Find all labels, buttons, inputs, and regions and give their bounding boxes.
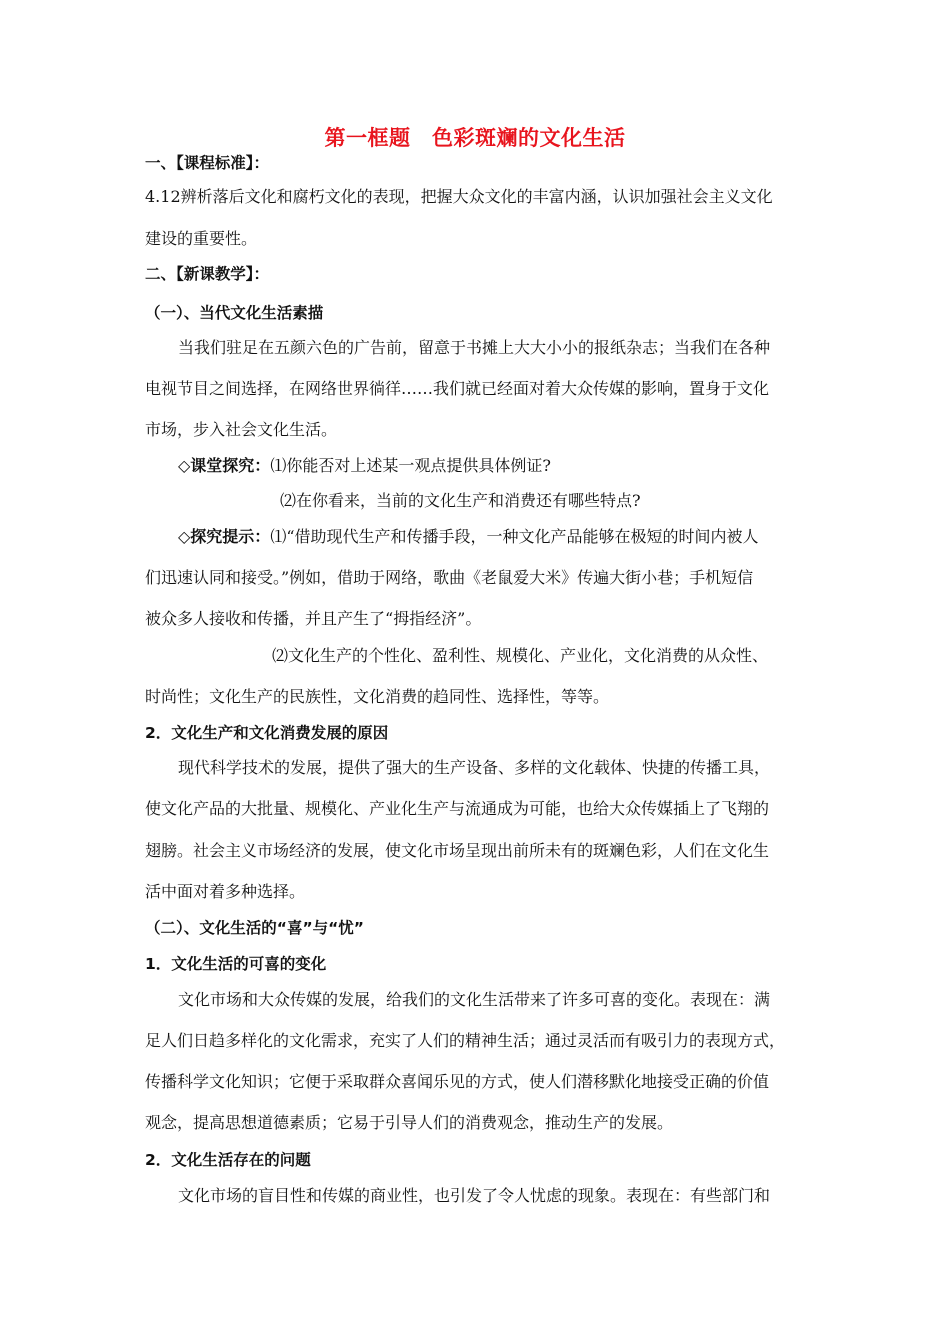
course-standard-line-2: 建设的重要性。 xyxy=(145,229,258,248)
reasons-line-1: 现代科学技术的发展，提供了强大的生产设备、多样的文化载体、快捷的传播工具， xyxy=(178,758,771,777)
positive-changes-heading: 1．文化生活的可喜的变化 xyxy=(145,955,327,973)
inquiry-question-2: ⑵在你看来，当前的文化生产和消费还有哪些特点? xyxy=(280,491,641,510)
positive-changes-line-4: 观念，提高思想道德素质；它易于引导人们的消费观念，推动生产的发展。 xyxy=(145,1113,674,1132)
reasons-line-3: 翅膀。社会主义市场经济的发展，使文化市场呈现出前所未有的斑斓色彩，人们在文化生 xyxy=(145,841,770,860)
positive-changes-line-2: 足人们日趋多样化的文化需求，充实了人们的精神生活；通过灵活而有吸引力的表现方式， xyxy=(145,1031,786,1050)
hint-label: ◇探究提示： xyxy=(178,527,271,546)
inquiry-label: ◇课堂探究： xyxy=(178,456,271,475)
intro-paragraph-line-3: 市场，步入社会文化生活。 xyxy=(145,420,338,439)
inquiry-question-1: ⑴你能否对上述某一观点提供具体例证? xyxy=(270,456,551,475)
problems-line-1: 文化市场的盲目性和传媒的商业性，也引发了令人忧虑的现象。表现在：有些部门和 xyxy=(178,1186,771,1205)
section-one-heading: （一）、当代文化生活素描 xyxy=(145,304,324,322)
hint-line-3: 被众多人接收和传播，并且产生了“拇指经济”。 xyxy=(145,609,482,628)
hint-row xyxy=(178,526,759,548)
inquiry-row xyxy=(178,455,551,477)
positive-changes-line-1: 文化市场和大众传媒的发展，给我们的文化生活带来了许多可喜的变化。表现在：满 xyxy=(178,990,771,1009)
hint-line-2: 们迅速认同和接受。”例如，借助于网络，歌曲《老鼠爱大米》传遍大街小巷；手机短信 xyxy=(145,568,754,587)
intro-paragraph-line-2: 电视节目之间选择，在网络世界徜徉……我们就已经面对着大众传媒的影响，置身于文化 xyxy=(145,379,770,398)
reasons-line-4: 活中面对着多种选择。 xyxy=(145,882,306,901)
section-two-heading: （二）、文化生活的“喜”与“忧” xyxy=(145,919,364,937)
page-title: 第一框题 色彩斑斓的文化生活 xyxy=(324,126,626,150)
course-standard-heading: 一、【课程标准】： xyxy=(145,154,270,172)
course-standard-line-1: 4.12辨析落后文化和腐朽文化的表现，把握大众文化的丰富内涵，认识加强社会主义文化 xyxy=(145,187,773,206)
hint-line-5: 时尚性；文化生产的民族性，文化消费的趋同性、选择性，等等。 xyxy=(145,687,610,706)
hint-line-1: ⑴“借助现代生产和传播手段，一种文化产品能够在极短的时间内被人 xyxy=(270,527,759,546)
positive-changes-line-3: 传播科学文化知识；它便于采取群众喜闻乐见的方式，使人们潜移默化地接受正确的价值 xyxy=(145,1072,770,1091)
reasons-heading: 2．文化生产和文化消费发展的原因 xyxy=(145,724,389,742)
new-lesson-heading: 二、【新课教学】： xyxy=(145,265,270,283)
reasons-line-2: 使文化产品的大批量、规模化、产业化生产与流通成为可能，也给大众传媒插上了飞翔的 xyxy=(145,799,770,818)
hint-line-4: ⑵文化生产的个性化、盈利性、规模化、产业化，文化消费的从众性、 xyxy=(272,646,769,665)
problems-heading: 2．文化生活存在的问题 xyxy=(145,1151,311,1169)
intro-paragraph-line-1: 当我们驻足在五颜六色的广告前，留意于书摊上大大小小的报纸杂志；当我们在各种 xyxy=(178,338,771,357)
